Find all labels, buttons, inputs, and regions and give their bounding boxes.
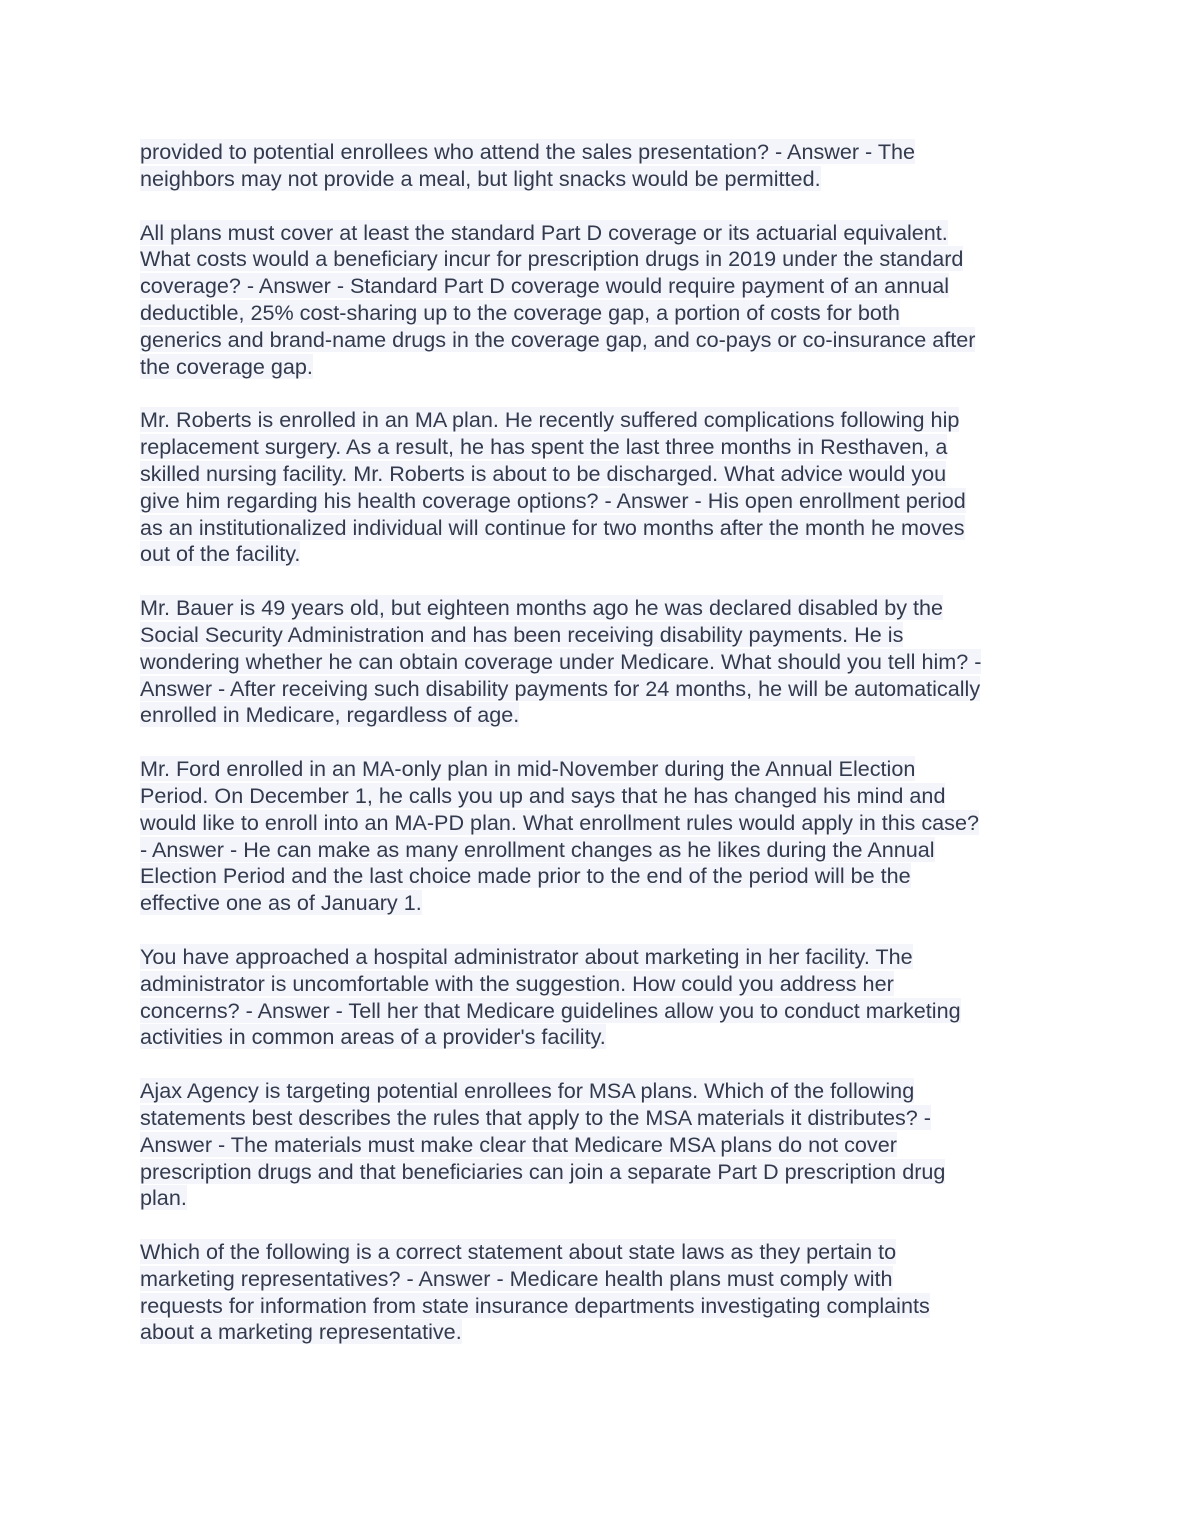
text-line: effective one as of January 1. [140,890,422,916]
document-body [140,139,1060,1373]
qa-paragraph-8 [140,1239,1060,1346]
text-line: replacement surgery. As a result, he has spent the last three months in Resthaven, a [140,434,948,460]
text-line: enrolled in Medicare, regardless of age. [140,702,520,728]
text-line: What costs would a beneficiary incur for prescription drugs in 2019 under the standard [140,246,964,272]
text-line: Which of the following is a correct statement about state laws as they pertain to [140,1239,897,1265]
text-line: Answer - The materials must make clear that Medicare MSA plans do not cover [140,1131,897,1157]
text-line: concerns? - Answer - Tell her that Medicare guidelines allow you to conduct marketing [140,997,961,1023]
text-line: requests for information from state insurance departments investigating complaints [140,1292,930,1318]
text-line: deductible, 25% cost-sharing up to the coverage gap, a portion of costs for both [140,299,900,325]
text-line: You have approached a hospital administrator about marketing in her facility. The [140,943,913,969]
text-line: Social Security Administration and has been receiving disability payments. He is [140,621,904,647]
text-line: Period. On December 1, he calls you up and says that he has changed his mind and [140,782,946,808]
text-line: would like to enroll into an MA-PD plan. What enrollment rules would apply in this case? [140,809,979,835]
text-line: administrator is uncomfortable with the suggestion. How could you address her [140,970,894,996]
text-line: plan. [140,1185,187,1211]
text-line: skilled nursing facility. Mr. Roberts is about to be discharged. What advice would you [140,460,947,486]
qa-paragraph-1 [140,139,1060,193]
text-line: Mr. Roberts is enrolled in an MA plan. He recently suffered complications following hip [140,407,960,433]
text-line: generics and brand-name drugs in the coverage gap, and co-pays or co-insurance after [140,326,976,352]
text-line: out of the facility. [140,541,301,567]
text-line: Election Period and the last choice made prior to the end of the period will be the [140,863,911,889]
text-line: Mr. Bauer is 49 years old, but eighteen months ago he was declared disabled by the [140,595,944,621]
text-line: Answer - After receiving such disability payments for 24 months, he will be automatically [140,675,981,701]
text-line: the coverage gap. [140,353,313,379]
qa-paragraph-3 [140,407,1060,568]
text-line: marketing representatives? - Answer - Medicare health plans must comply with [140,1265,893,1291]
text-line: All plans must cover at least the standard Part D coverage or its actuarial equivalent. [140,219,948,245]
qa-paragraph-7 [140,1078,1060,1212]
text-line: coverage? - Answer - Standard Part D coverage would require payment of an annual [140,273,950,299]
text-line: Ajax Agency is targeting potential enrollees for MSA plans. Which of the following [140,1078,915,1104]
text-line: prescription drugs and that beneficiaries can join a separate Part D prescription drug [140,1158,946,1184]
text-line: Mr. Ford enrolled in an MA-only plan in mid-November during the Annual Election [140,756,916,782]
text-line: wondering whether he can obtain coverage under Medicare. What should you tell him? - [140,648,982,674]
text-line: activities in common areas of a provider's facility. [140,1024,606,1050]
text-line: as an institutionalized individual will continue for two months after the month he moves [140,514,965,540]
qa-paragraph-5 [140,756,1060,917]
text-line: neighbors may not provide a meal, but light snacks would be permitted. [140,165,821,191]
qa-paragraph-2 [140,220,1060,381]
qa-paragraph-6 [140,944,1060,1051]
text-line: about a marketing representative. [140,1319,462,1345]
text-line: give him regarding his health coverage options? - Answer - His open enrollment period [140,487,966,513]
text-line: provided to potential enrollees who attend the sales presentation? - Answer - The [140,139,916,164]
qa-paragraph-4 [140,595,1060,729]
text-line: statements best describes the rules that apply to the MSA materials it distributes? - [140,1104,931,1130]
text-line: - Answer - He can make as many enrollment changes as he likes during the Annual [140,836,935,862]
